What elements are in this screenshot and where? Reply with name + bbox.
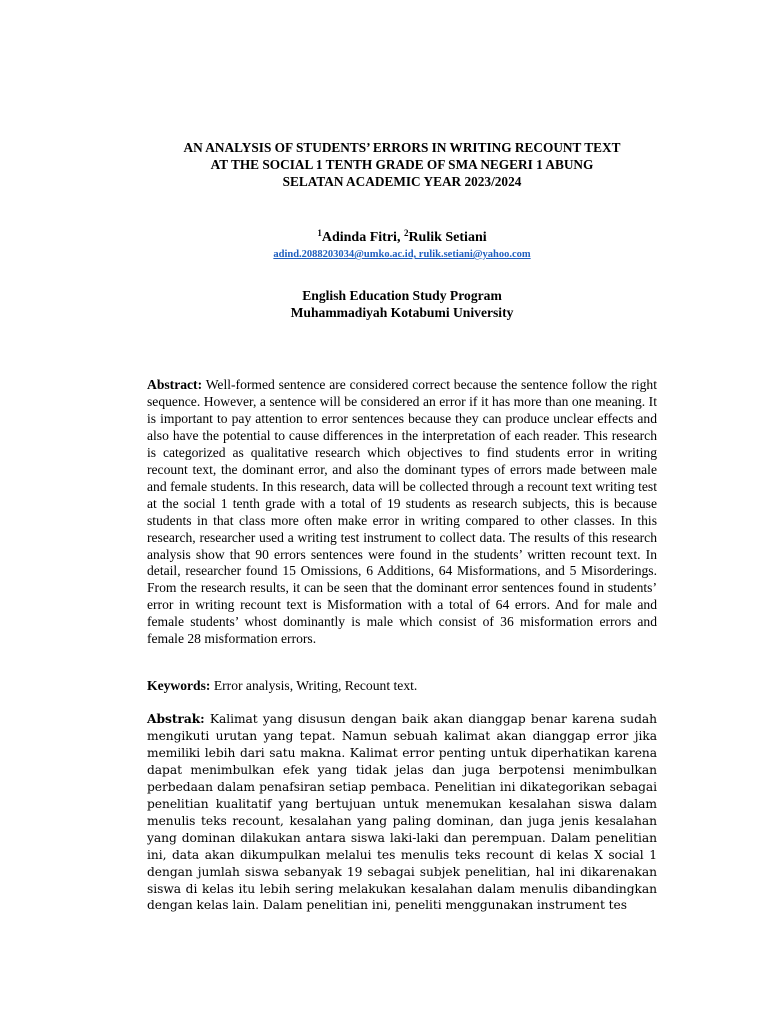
affiliation-program: English Education Study Program	[302, 288, 502, 303]
abstract-paragraph	[147, 377, 657, 648]
affiliation-university: Muhammadiyah Kotabumi University	[290, 305, 514, 320]
author-separator: ,	[396, 230, 404, 245]
author-2-affiliation-mark: 2	[403, 228, 409, 238]
author-2-name: Rulik Setiani	[408, 230, 487, 245]
abstract-label: Abstract:	[147, 377, 203, 392]
title-line-2: AT THE SOCIAL 1 TENTH GRADE OF SMA NEGERI 1 ABUNG	[210, 157, 594, 172]
paper-title	[147, 139, 657, 190]
title-line-3: SELATAN ACADEMIC YEAR 2023/2024	[282, 174, 522, 189]
abstract-text: Well-formed sentence are considered correct because the sentence follow the right sequence. However, a sentence will be considered an error if it has more than one meaning. It is important to pay attention to error sentences because they can produce unclear effects and also have the potential to cause differences in the interpretation of each reader. This research is categorized as qualitative research which objectives to find students error in writing recount text, the dominant error, and also the dominant types of errors made between male and female students. In this research, data will be collected through a recount text writing test at the social 1 tenth grade with a total of 19 students as research subjects, this is because students in that class more often make error in writing compared to other classes. In this research, researcher used a writing test instrument to collect data. The results of this research analysis show that 90 errors sentences were found in the students’ written recount text. In detail, researcher found 15 Omissions, 6 Additions, 64 Misformations, and 5 Misorderings. From the research results, it can be seen that the dominant error sentences found in students’ error in writing recount text is Misformation with a total of 64 errors. And for male and female students’ whost dominantly is male which consist of 36 misformation errors and female 28 misformation errors.	[147, 377, 657, 647]
author-1-affiliation-mark: 1	[317, 228, 322, 238]
keywords-paragraph	[147, 678, 657, 695]
affiliation	[147, 287, 657, 321]
author-emails-link[interactable]: adind.2088203034@umko.ac.id, rulik.setiani@yahoo.com	[273, 249, 531, 260]
abstrak-paragraph	[147, 711, 657, 914]
abstrak-label: Abstrak:	[147, 711, 205, 726]
abstrak-text: Kalimat yang disusun dengan baik akan dianggap benar karena sudah mengikuti urutan yang tepat. Namun sebuah kalimat akan dianggap error jika memiliki lebih dari satu makna. Kalimat error penting untuk diperhatikan karena dapat menimbulkan efek yang tidak jelas dan juga berpotensi menimbulkan perbedaan dalam penafsiran setiap pembaca. Penelitian ini dikategorikan sebagai penelitian kualitatif yang bertujuan untuk menemukan kesalahan siswa dalam menulis teks recount, kesalahan yang paling dominan, dan juga jenis kesalahan yang dominan dilakukan antara siswa laki-laki dan perempuan. Dalam penelitian ini, data akan dikumpulkan melalui tes menulis teks recount di kelas X social 1 dengan jumlah siswa sebanyak 19 sebagai subjek penelitian, hal ini dikarenakan siswa di kelas itu lebih sering melakukan kesalahan dalam menulis dibandingkan dengan kelas lain. Dalam penelitian ini, peneliti menggunakan instrument tes	[147, 712, 657, 913]
title-line-1: AN ANALYSIS OF STUDENTS’ ERRORS IN WRITING RECOUNT TEXT	[183, 140, 621, 155]
keywords-text: Error analysis, Writing, Recount text.	[213, 678, 418, 693]
author-1-name: Adinda Fitri	[321, 230, 397, 245]
keywords-label: Keywords:	[147, 678, 211, 693]
author-list	[147, 229, 657, 246]
